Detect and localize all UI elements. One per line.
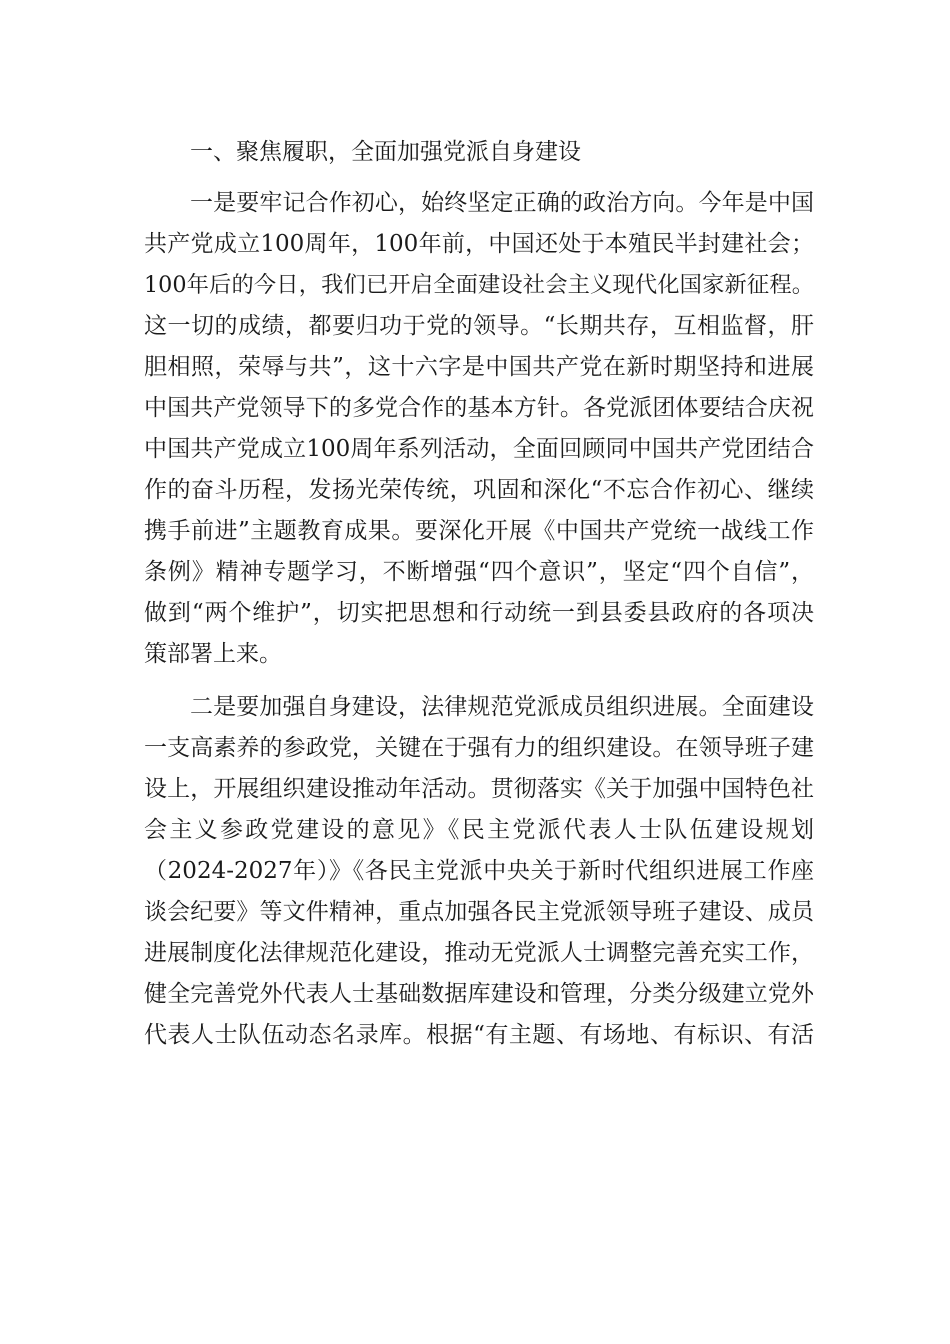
text-line: 进展制度化法律规范化建设，推动无党派人士调整完善充实工作，	[144, 940, 814, 966]
text-line: 代表人士队伍动态名录库。根据“有主题、有场地、有标识、有活	[144, 1022, 814, 1048]
document-body	[144, 132, 814, 1056]
text-line: 携手前进”主题教育成果。要深化开展《中国共产党统一战线工作	[144, 518, 814, 544]
text-line: 做到“两个维护”，切实把思想和行动统一到县委县政府的各项决	[144, 600, 814, 626]
text-line: 条例》精神专题学习，不断增强“四个意识”，坚定“四个自信”，	[144, 559, 814, 585]
text-line: 胆相照，荣辱与共”，这十六字是中国共产党在新时期坚持和进展	[144, 354, 814, 380]
text-line: 中国共产党领导下的多党合作的基本方针。各党派团体要结合庆祝	[144, 395, 814, 421]
text-line: （2024-2027年）》《各民主党派中央关于新时代组织进展工作座	[144, 858, 814, 884]
text-line: 共产党成立100周年，100年前，中国还处于本殖民半封建社会；	[144, 231, 814, 257]
text-line: 谈会纪要》等文件精神，重点加强各民主党派领导班子建设、成员	[144, 899, 814, 925]
text-line: 一是要牢记合作初心，始终坚定正确的政治方向。今年是中国	[190, 190, 814, 216]
paragraph-1	[144, 183, 814, 675]
text-line: 这一切的成绩，都要归功于党的领导。“长期共存，互相监督，肝	[144, 313, 814, 339]
text-line: 健全完善党外代表人士基础数据库建设和管理，分类分级建立党外	[144, 981, 814, 1007]
text-line: 二是要加强自身建设，法律规范党派成员组织进展。全面建设	[190, 694, 814, 720]
text-line: 一支高素养的参政党，关键在于强有力的组织建设。在领导班子建	[144, 735, 814, 761]
text-line: 策部署上来。	[144, 641, 282, 667]
section-heading: 一、聚焦履职，全面加强党派自身建设	[190, 139, 581, 165]
text-line: 中国共产党成立100周年系列活动，全面回顾同中国共产党团结合	[144, 436, 814, 462]
text-line: 会主义参政党建设的意见》《民主党派代表人士队伍建设规划	[144, 817, 814, 843]
text-line: 设上，开展组织建设推动年活动。贯彻落实《关于加强中国特色社	[144, 776, 814, 802]
text-line: 100年后的今日，我们已开启全面建设社会主义现代化国家新征程。	[144, 272, 814, 298]
paragraph-2	[144, 687, 814, 1056]
text-line: 作的奋斗历程，发扬光荣传统，巩固和深化“不忘合作初心、继续	[144, 477, 814, 503]
